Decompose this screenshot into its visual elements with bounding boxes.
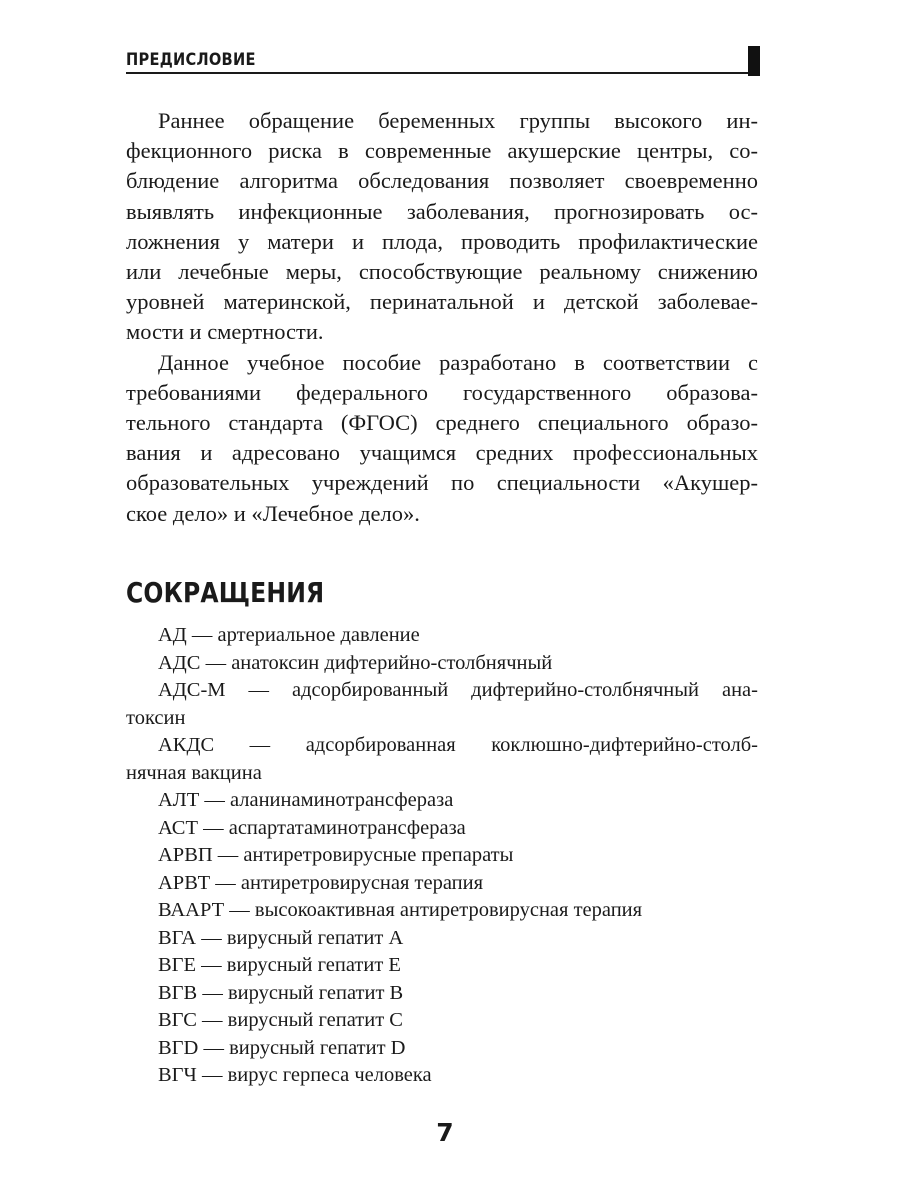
abbreviation-item — [126, 1007, 758, 1035]
paragraph-line: выявлять инфекционные заболевания, прогнозировать ос- — [126, 198, 758, 224]
abbreviation-item — [126, 842, 758, 870]
abbreviation-item — [126, 1062, 758, 1090]
abbreviation-item — [126, 732, 758, 787]
paragraph-line: образовательных учреждений по специальности «Акушер- — [126, 470, 758, 496]
abbreviation-item — [126, 980, 758, 1008]
paragraph-line: фекционного риска в современные акушерские центры, со- — [126, 138, 758, 164]
abbreviation-item — [126, 1035, 758, 1063]
paragraph-line: вания и адресовано учащимся средних профессиональных — [126, 440, 758, 466]
abbreviation-line: ВГЕ — вирусный гепатит E — [158, 954, 401, 976]
running-head-title: ПРЕДИСЛОВИЕ — [126, 50, 256, 70]
abbreviation-line: АДС-М — адсорбированный дифтерийно-столбнячный ана- — [158, 679, 758, 701]
abbreviation-line: АЛТ — аланинаминотрансфераза — [158, 789, 454, 811]
abbreviation-line: токсин — [126, 706, 186, 729]
paragraph-line: ское дело» и «Лечебное дело». — [126, 500, 420, 526]
paragraph-line: Данное учебное пособие разработано в соответствии с — [158, 349, 758, 375]
paragraph-line: тельного стандарта (ФГОС) среднего специального образо- — [126, 410, 758, 436]
abbreviation-item — [126, 870, 758, 898]
abbreviation-line: АСТ — аспартатаминотрансфераза — [158, 816, 466, 839]
paragraph-line: ложнения у матери и плода, проводить профилактические — [126, 228, 758, 254]
running-head-rule — [126, 72, 748, 74]
abbreviation-line: ВГЧ — вирус герпеса человека — [158, 1064, 432, 1086]
abbreviation-item — [126, 677, 758, 732]
abbreviation-line: ВААРТ — высокоактивная антиретровирусная терапия — [158, 899, 643, 921]
abbreviation-item — [126, 925, 758, 953]
abbreviation-line: АРВП — антиретровирусные препараты — [158, 844, 514, 866]
paragraph-2 — [126, 348, 758, 529]
page-number: 7 — [436, 1118, 454, 1147]
paragraph-line: требованиями федерального государственного образова- — [126, 379, 758, 405]
running-head-thumb-bar — [748, 46, 760, 76]
abbreviation-line: АРВТ — антиретровирусная терапия — [158, 871, 484, 894]
section-title: СОКРАЩЕНИЯ — [126, 576, 325, 609]
paragraph-line: или лечебные меры, способствующие реальному снижению — [126, 259, 758, 285]
abbreviation-list — [126, 622, 758, 1090]
abbreviation-line: ВГС — вирусный гепатит C — [158, 1009, 403, 1031]
preface-body — [126, 106, 758, 529]
paragraph-line: уровней материнской, перинатальной и детской заболевае- — [126, 289, 758, 315]
paragraph-line: блюдение алгоритма обследования позволяет своевременно — [126, 168, 758, 194]
abbreviation-line: ВГА — вирусный гепатит A — [158, 926, 404, 949]
abbreviation-item — [126, 815, 758, 843]
abbreviation-line: АД — артериальное давление — [158, 624, 420, 646]
abbreviation-item — [126, 952, 758, 980]
abbreviation-line: нячная вакцина — [126, 761, 262, 784]
abbreviation-line: АКДС — адсорбированная коклюшно-дифтерийно-столб- — [158, 734, 758, 756]
running-head — [126, 48, 766, 74]
abbreviation-item — [126, 787, 758, 815]
paragraph-line: Раннее обращение беременных группы высокого ин- — [158, 108, 758, 133]
abbreviation-item — [126, 650, 758, 678]
abbreviation-item — [126, 897, 758, 925]
abbreviation-item — [126, 622, 758, 650]
abbreviation-line: АДС — анатоксин дифтерийно-столбнячный — [158, 651, 553, 674]
abbreviation-line: ВГD — вирусный гепатит D — [158, 1036, 406, 1059]
abbreviation-line: ВГВ — вирусный гепатит B — [158, 981, 404, 1004]
paragraph-1 — [126, 106, 758, 348]
paragraph-line: мости и смертности. — [126, 319, 324, 345]
